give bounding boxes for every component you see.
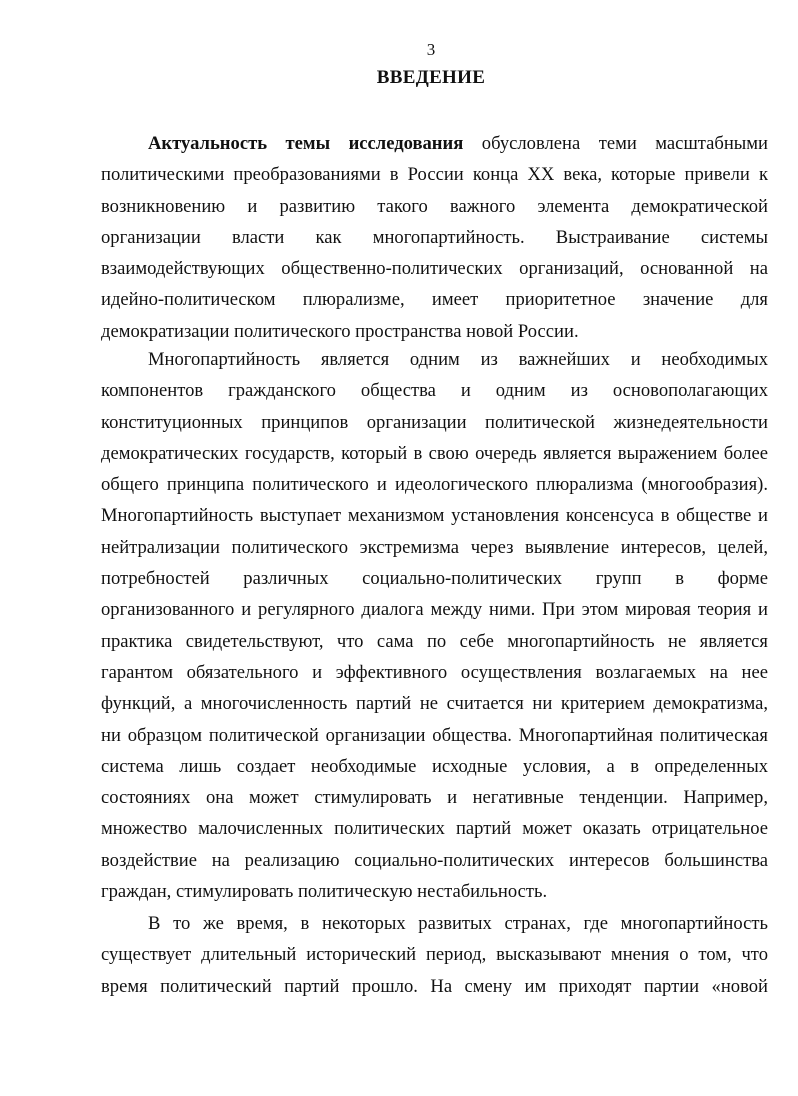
paragraph-line: практика свидетельствуют, что сама по себе многопартийность не является <box>101 630 768 652</box>
paragraph-developed-countries <box>101 908 768 1002</box>
paragraph-multiparty <box>101 344 768 907</box>
paragraph-line: ни образцом политической организации общества. Многопартийная политическая <box>101 724 768 746</box>
paragraph-line: Актуальность темы исследования обусловлена теми масштабными <box>148 133 768 154</box>
paragraph-line: возникновению и развитию такого важного элемента демократической <box>101 195 768 217</box>
paragraph-line: взаимодействующих общественно-политических организаций, основанной на <box>101 258 768 280</box>
paragraph-line: время политический партий прошло. На смену им приходят партии «новой <box>101 975 768 997</box>
paragraph-line: демократизации политического пространства новой России. <box>101 320 579 342</box>
paragraph-line: конституционных принципов организации политической жизнедеятельности <box>101 411 768 433</box>
paragraph-line: политическими преобразованиями в России конца XX века, которые привели к <box>101 164 768 186</box>
paragraph-line: система лишь создает необходимые исходные условия, а в определенных <box>101 755 768 777</box>
paragraph-line: организованного и регулярного диалога между ними. При этом мировая теория и <box>101 599 768 621</box>
paragraph-line: гарантом обязательного и эффективного осуществления возлагаемых на нее <box>101 661 768 683</box>
lead-bold-phrase: Актуальность темы исследования <box>148 133 464 154</box>
paragraph-line: компонентов гражданского общества и одним из основополагающих <box>101 380 768 402</box>
paragraph-line: потребностей различных социально-политических групп в форме <box>101 568 768 590</box>
section-title: ВВЕДЕНИЕ <box>376 67 486 88</box>
paragraph-line: демократических государств, который в свою очередь является выражением более <box>101 442 768 464</box>
paragraph-line: В то же время, в некоторых развитых странах, где многопартийность <box>148 913 768 934</box>
paragraph-line: организации власти как многопартийность. Выстраивание системы <box>101 226 768 248</box>
paragraph-line: граждан, стимулировать политическую нестабильность. <box>101 881 548 903</box>
paragraph-line: функций, а многочисленность партий не считается ни критерием демократизма, <box>101 693 768 715</box>
paragraph-line: нейтрализации политического экстремизма через выявление интересов, целей, <box>101 536 768 558</box>
paragraph-line: Многопартийность выступает механизмом установления консенсуса в обществе и <box>101 505 768 527</box>
paragraph-line: общего принципа политического и идеологического плюрализма (многообразия). <box>101 474 768 496</box>
paragraph-line: Многопартийность является одним из важнейших и необходимых <box>148 349 768 370</box>
paragraph-line: состояниях она может стимулировать и негативные тенденции. Например, <box>101 787 768 809</box>
page-number: 3 <box>426 40 436 59</box>
paragraph-line: воздействие на реализацию социально-политических интересов большинства <box>101 849 768 871</box>
paragraph-relevance <box>101 128 768 347</box>
paragraph-line: идейно-политическом плюрализме, имеет приоритетное значение для <box>101 289 768 311</box>
paragraph-line: множество малочисленных политических партий может оказать отрицательное <box>101 818 768 840</box>
paragraph-line: существует длительный исторический период, высказывают мнения о том, что <box>101 944 768 966</box>
